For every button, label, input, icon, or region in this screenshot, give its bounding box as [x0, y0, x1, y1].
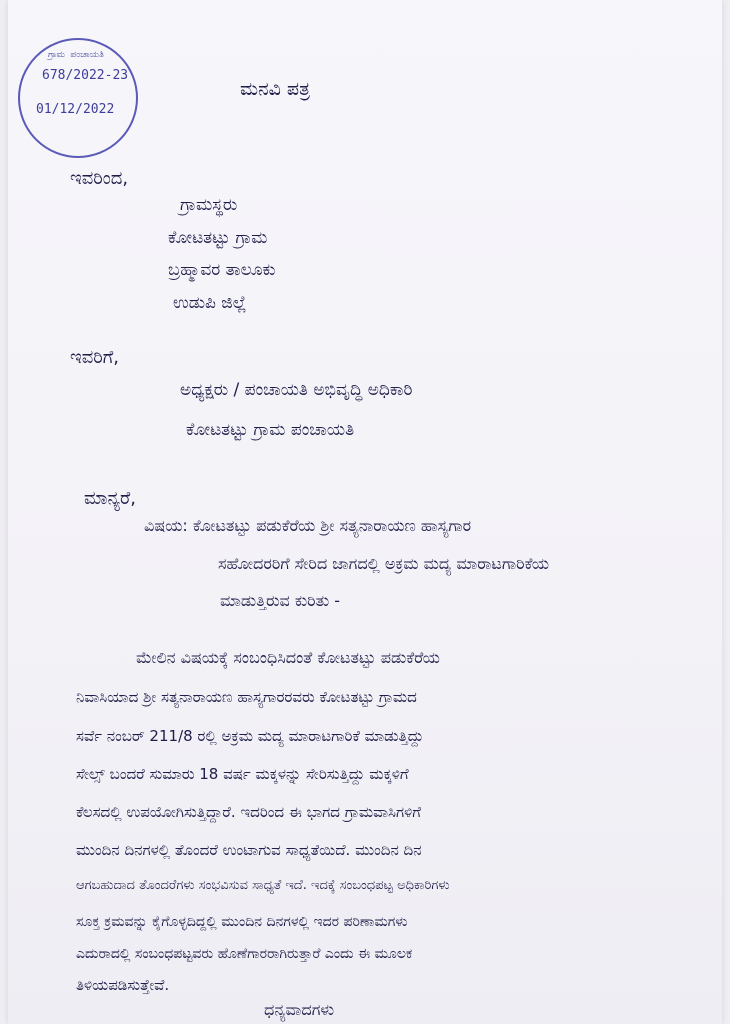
- office-stamp: [18, 38, 138, 158]
- body-line-1: ಮೇಲಿನ ವಿಷಯಕ್ಕೆ ಸಂಬಂಧಿಸಿದಂತೆ ಕೋಟತಟ್ಟು ಪಡುಕೆರೆಯ: [136, 648, 440, 667]
- to-line-2: ಕೋಟತಟ್ಟು ಗ್ರಾಮ ಪಂಚಾಯತಿ: [186, 420, 355, 440]
- from-line-1: ಗ್ರಾಮಸ್ಥರು: [180, 195, 238, 215]
- body-line-7: ಆಗಬಹುದಾದ ತೊಂದರೆಗಳು ಸಂಭವಿಸುವ ಸಾಧ್ಯತೆ ಇದೆ. ಇದಕ್ಕೆ ಸಂಬಂಧಪಟ್ಟ ಅಧಿಕಾರಿಗಳು: [76, 878, 450, 893]
- from-label: ಇವರಿಂದ,: [70, 168, 129, 189]
- salutation: ಮಾನ್ಯರೆ,: [84, 488, 136, 509]
- from-line-4: ಉಡುಪಿ ಜಿಲ್ಲೆ: [173, 293, 247, 313]
- body-line-5: ಕೆಲಸದಲ್ಲಿ ಉಪಯೋಗಿಸುತ್ತಿದ್ದಾರೆ. ಇದರಿಂದ ಈ ಭಾಗದ ಗ್ರಾಮವಾಸಿಗಳಿಗೆ: [76, 803, 421, 821]
- letter-title: ಮನವಿ ಪತ್ರ: [240, 78, 310, 100]
- stamp-inward-number: 678/2022-23: [42, 68, 129, 83]
- body-line-8: ಸೂಕ್ತ ಕ್ರಮವನ್ನು ಕೈಗೊಳ್ಳದಿದ್ದಲ್ಲಿ ಮುಂದಿನ ದಿನಗಳಲ್ಲಿ ಇದರ ಪರಿಣಾಮಗಳು: [76, 914, 408, 930]
- subject-line-1: ವಿಷಯ: ಕೋಟತಟ್ಟು ಪಡುಕೆರೆಯ ಶ್ರೀ ಸತ್ಯನಾರಾಯಣ ಹಾಸ್ಯಗಾರ: [144, 516, 472, 535]
- closing: ಧನ್ಯವಾದಗಳು: [264, 1000, 335, 1019]
- subject-line-3: ಮಾಡುತ್ತಿರುವ ಕುರಿತು -: [220, 591, 341, 610]
- subject-line-2: ಸಹೋದರರಿಗೆ ಸೇರಿದ ಜಾಗದಲ್ಲಿ ಅಕ್ರಮ ಮದ್ಯ ಮಾರಾಟಗಾರಿಕೆಯ: [218, 554, 550, 573]
- body-line-6: ಮುಂದಿನ ದಿನಗಳಲ್ಲಿ ತೊಂದರೆ ಉಂಟಾಗುವ ಸಾಧ್ಯತೆಯಿದೆ. ಮುಂದಿನ ದಿನ: [76, 841, 422, 859]
- body-line-9: ಎದುರಾದಲ್ಲಿ ಸಂಬಂಧಪಟ್ಟವರು ಹೊಣೆಗಾರರಾಗಿರುತ್ತಾರೆ ಎಂದು ಈ ಮೂಲಕ: [76, 946, 413, 962]
- stamp-office-name: ಗ್ರಾಮ ಪಂಚಾಯತಿ: [48, 50, 104, 60]
- stamp-date: 01/12/2022: [36, 102, 115, 117]
- to-label: ಇವರಿಗೆ,: [70, 347, 119, 368]
- body-line-10: ತಿಳಿಯಪಡಿಸುತ್ತೇವೆ.: [76, 976, 170, 994]
- from-line-2: ಕೋಟತಟ್ಟು ಗ್ರಾಮ: [168, 228, 268, 248]
- body-line-4: ಸೇಲ್ಸ್ ಬಂದರೆ ಸುಮಾರು 18 ವರ್ಷ ಮಕ್ಕಳನ್ನು ಸೇರಿಸುತ್ತಿದ್ದು ಮಕ್ಕಳಿಗೆ: [76, 765, 409, 783]
- to-line-1: ಅಧ್ಯಕ್ಷರು / ಪಂಚಾಯತಿ ಅಭಿವೃದ್ಧಿ ಅಧಿಕಾರಿ: [180, 380, 413, 400]
- from-line-3: ಬ್ರಹ್ಮಾವರ ತಾಲೂಕು: [168, 260, 276, 280]
- letter-page: [8, 0, 722, 1024]
- body-line-3: ಸರ್ವೆ ನಂಬರ್ 211/8 ರಲ್ಲಿ ಅಕ್ರಮ ಮದ್ಯ ಮಾರಾಟಗಾರಿಕೆ ಮಾಡುತ್ತಿದ್ದು: [76, 727, 424, 745]
- body-line-2: ನಿವಾಸಿಯಾದ ಶ್ರೀ ಸತ್ಯನಾರಾಯಣ ಹಾಸ್ಯಗಾರರವರು ಕೋಟತಟ್ಟು ಗ್ರಾಮದ: [76, 688, 417, 706]
